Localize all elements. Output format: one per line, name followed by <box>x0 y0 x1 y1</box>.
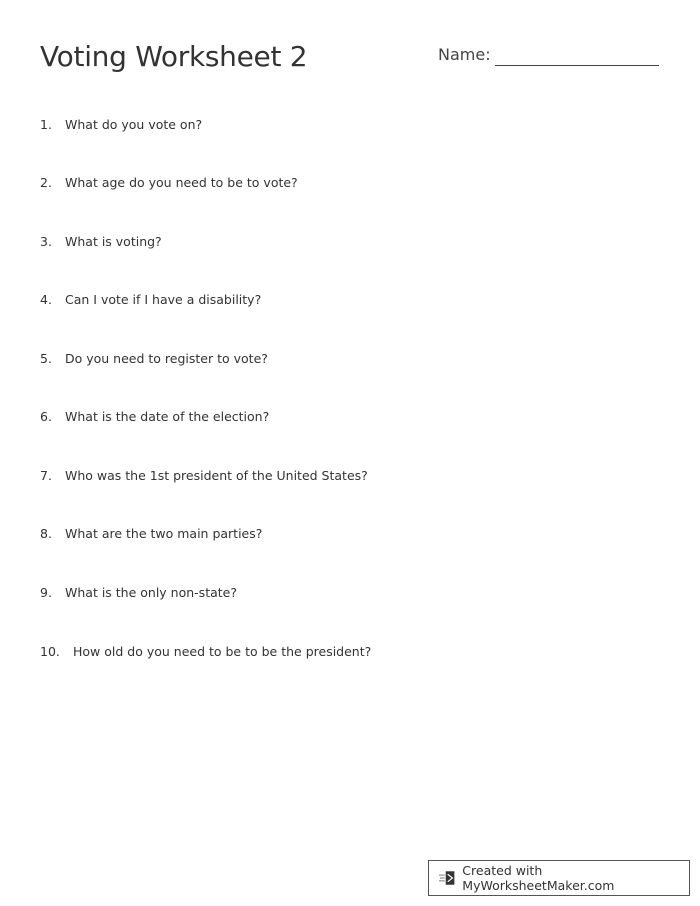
name-field-line[interactable] <box>495 65 659 66</box>
badge-text: Created with MyWorksheetMaker.com <box>462 863 615 893</box>
question-item: 1. What do you vote on? <box>40 117 203 132</box>
created-with-badge[interactable] <box>428 860 690 896</box>
question-item: 3. What is voting? <box>40 234 162 249</box>
question-item: 6. What is the date of the election? <box>40 409 270 424</box>
question-item: 10. How old do you need to be to be the president? <box>40 644 372 659</box>
question-item: 9. What is the only non-state? <box>40 585 237 600</box>
question-item: 5. Do you need to register to vote? <box>40 351 268 366</box>
question-item: 2. What age do you need to be to vote? <box>40 175 298 190</box>
question-item: 4. Can I vote if I have a disability? <box>40 292 262 307</box>
worksheet-maker-logo-icon <box>439 869 456 887</box>
page-title: Voting Worksheet 2 <box>40 40 308 73</box>
question-item: 7. Who was the 1st president of the United States? <box>40 468 368 483</box>
question-item: 8. What are the two main parties? <box>40 526 263 541</box>
name-label: Name: <box>438 45 491 64</box>
